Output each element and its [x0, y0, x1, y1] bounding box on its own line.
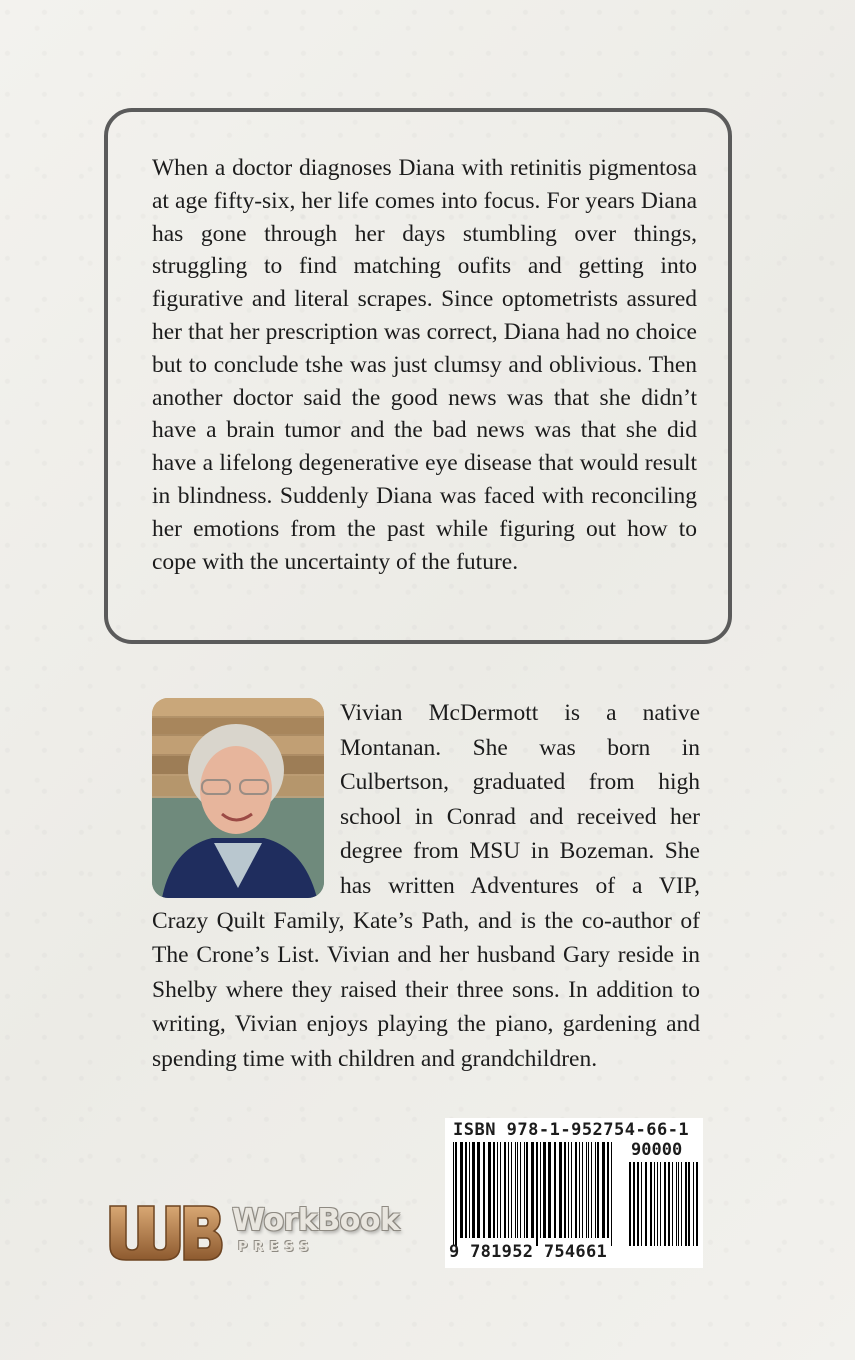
- barcode-bar: [465, 1142, 467, 1238]
- barcode-bar: [453, 1142, 454, 1246]
- wb-logo-icon: [106, 1200, 226, 1264]
- barcode-bar: [472, 1142, 475, 1238]
- barcode-bar: [571, 1142, 572, 1238]
- barcode-bar: [543, 1142, 546, 1238]
- addon-bar: [676, 1162, 677, 1246]
- barcode-bar: [524, 1142, 525, 1238]
- barcode-bar: [508, 1142, 509, 1238]
- barcode-bar: [455, 1142, 457, 1246]
- barcode-bar: [504, 1142, 506, 1238]
- barcode-bar: [517, 1142, 518, 1238]
- isbn-label: ISBN 978-1-952754-66-1: [453, 1120, 690, 1140]
- barcode-bar: [469, 1142, 470, 1238]
- publisher-name: WorkBook: [232, 1203, 400, 1238]
- barcode-bar: [536, 1142, 538, 1246]
- barcode-bar: [548, 1142, 551, 1238]
- addon-bar: [678, 1162, 679, 1246]
- barcode-bar: [554, 1142, 556, 1238]
- addon-bar: [660, 1162, 661, 1246]
- author-section: [152, 696, 700, 1077]
- ean-digits: 9 781952 754661: [449, 1242, 608, 1262]
- barcode-bar: [531, 1142, 534, 1238]
- barcode-bar: [477, 1142, 480, 1238]
- barcode-bar: [602, 1142, 605, 1238]
- barcode-bar: [582, 1142, 583, 1238]
- barcode-bar: [597, 1142, 599, 1238]
- addon-bar: [681, 1162, 682, 1246]
- addon-bar: [696, 1162, 698, 1246]
- barcode-bar: [591, 1142, 592, 1238]
- addon-bar: [672, 1162, 673, 1246]
- book-blurb: When a doctor diagnoses Diana with retinitis pigmentosa at age fifty-six, her life comes into focus. For years Diana has gone through her days stumbling over things, struggling to find matching oufits and getting into figurative and literal scrapes. Since optometrists assured her that her prescription was correct, Diana had no choice but to conclude tshe was just clumsy and oblivious. Then another doctor said the good news was that she didn’t have a brain tumor and the bad news was that she did have a lifelong degenerative eye disease that would result in blindness. Suddenly Diana was faced with reconciling her emotions from the past while figuring out how to cope with the uncertainty of the future.: [152, 155, 697, 575]
- barcode-bar: [568, 1142, 569, 1238]
- barcode-bar: [540, 1142, 541, 1238]
- barcode-bar: [460, 1142, 463, 1238]
- barcode-bar: [607, 1142, 609, 1238]
- addon-bar: [637, 1162, 639, 1246]
- barcode-bar: [595, 1142, 596, 1238]
- addon-bar: [629, 1162, 631, 1246]
- barcode-bar: [559, 1142, 562, 1238]
- barcode-bar: [520, 1142, 521, 1238]
- author-bio: Vivian McDermott is a native Montanan. She was born in Culbertson, graduated from high school in Conrad and received her degree from MSU in Bozeman. She has written Adventures of a VIP, Crazy Quilt Family, Kate’s Path, and is the co-author of The Crone’s List. Vivian and her husband Gary reside in Shelby where they raised their three sons. In addition to writing, Vivian enjoys playing the piano, gardening and spending time with children and grandchildren.: [152, 700, 700, 1072]
- addon-bar: [664, 1162, 666, 1246]
- addon-bar: [685, 1162, 687, 1246]
- isbn-barcode: [445, 1118, 703, 1268]
- barcode-bar: [493, 1142, 495, 1238]
- addon-bar: [654, 1162, 655, 1246]
- barcode-bar: [575, 1142, 577, 1238]
- barcode-bar: [483, 1142, 485, 1238]
- addon-bar: [641, 1162, 642, 1246]
- addon-bar: [645, 1162, 647, 1246]
- addon-bar: [657, 1162, 658, 1246]
- barcode-bar: [497, 1142, 498, 1238]
- barcode-bar: [564, 1142, 566, 1238]
- addon-bar: [633, 1162, 635, 1246]
- barcode-bar: [511, 1142, 512, 1238]
- addon-bar: [688, 1162, 690, 1246]
- barcode-bar: [588, 1142, 589, 1238]
- publisher-subtitle: PRESS: [238, 1240, 315, 1255]
- barcode-bar: [526, 1142, 528, 1238]
- author-photo: [152, 698, 324, 898]
- addon-bar: [693, 1162, 694, 1246]
- addon-bar: [650, 1162, 652, 1246]
- addon-bar: [668, 1162, 670, 1246]
- barcode-bar: [586, 1142, 587, 1238]
- barcode-bar: [579, 1142, 580, 1238]
- barcode-bar: [515, 1142, 516, 1238]
- price-code: 90000: [631, 1140, 683, 1160]
- barcode-bar: [500, 1142, 501, 1238]
- barcode-bar: [488, 1142, 491, 1238]
- barcode-bar: [611, 1142, 612, 1246]
